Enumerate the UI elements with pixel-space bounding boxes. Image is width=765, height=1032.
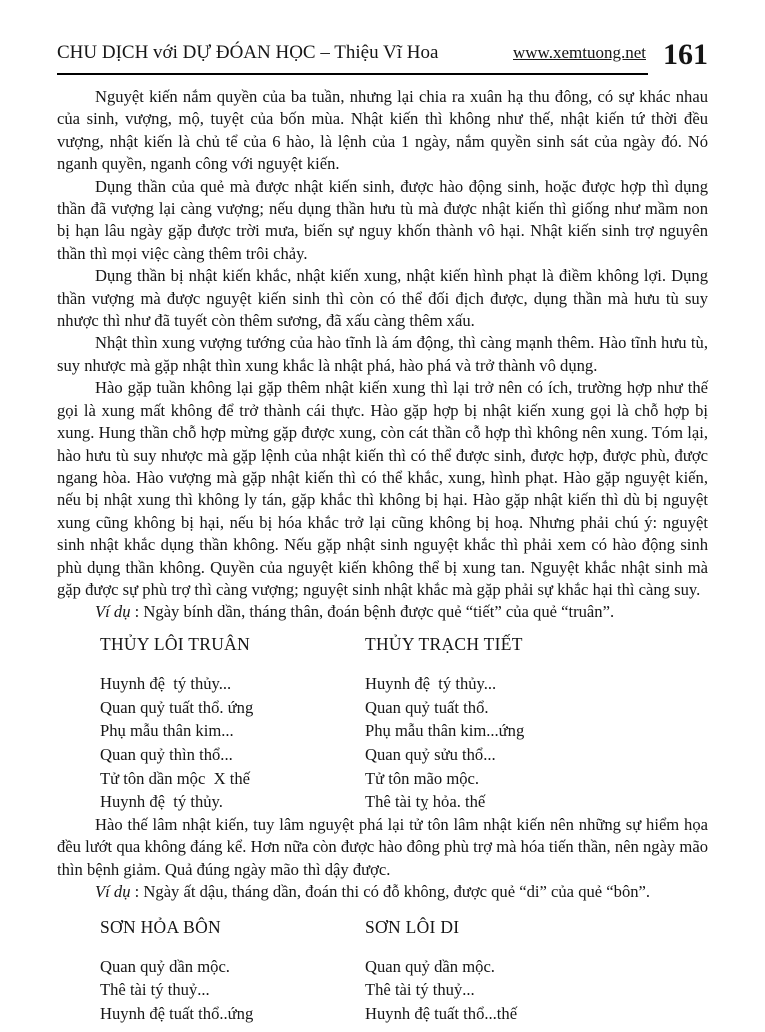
- hexagram-line: Quan quỷ thìn thổ...: [100, 744, 233, 764]
- page-number: 161: [663, 38, 708, 71]
- header-rule: [57, 42, 648, 75]
- hexagram-line: Quan quỷ dần mộc.: [100, 956, 230, 976]
- hexagram-di: [365, 916, 708, 1025]
- hexagram-line: Huynh đệ tý thủy...: [100, 674, 232, 694]
- hexagram-line: Thê tài tỵ hỏa. thế: [365, 792, 486, 812]
- hexagram-truan: [100, 633, 365, 814]
- example-1-text: : Ngày bính dần, tháng thân, đoán bệnh được quẻ “tiết” của quẻ “truân”.: [130, 602, 615, 622]
- hexagram-bon: [100, 916, 365, 1025]
- hexagram-line: Huynh đệ tý thủy.: [100, 792, 223, 812]
- hexagram-line: Tử tôn mão mộc.: [365, 768, 480, 788]
- hexagram-line: Phụ mẫu thân kim...ứng: [365, 721, 525, 741]
- hexagram-line: Quan quỷ tuất thổ. ứng: [100, 697, 254, 717]
- paragraph-2: Dụng thần của quẻ mà được nhật kiến sinh, được hào động sinh, hoặc được hợp thì dụng thần đã vượng lại càng vượng; nếu dụng thần hưu tù mà được nhật kiến thì giống như mầm non bị hạn lâu ngày gặp được trời mưa, biến sự nguy khốn thành vô hại. Nhật kiến sinh trợ nguyên thần thì mọi việc càng thêm trôi chảy.: [57, 176, 708, 263]
- example-1-label: Ví dụ: [95, 602, 131, 622]
- paragraph-6: Hào thế lâm nhật kiến, tuy lâm nguyệt phá lại tử tôn lâm nhật kiến nên những sự hiểm họa đều lướt qua không đáng kể. Hơn nữa còn được hào đông phù trợ mà hóa tiến thần, nên ngày mão thìn bệnh giảm. Quả đúng ngày mão thì dậy được.: [57, 814, 708, 879]
- page-header: [57, 38, 708, 75]
- hexagram-line: Quan quỷ tuất thổ.: [365, 697, 489, 717]
- hexagram-di-lines: [365, 955, 708, 1026]
- hexagram-bon-lines: [100, 955, 365, 1026]
- example-2: [57, 881, 708, 903]
- hexagram-line: Huynh đệ tuất thổ..ứng: [100, 1003, 254, 1023]
- paragraph-3: Dụng thần bị nhật kiến khắc, nhật kiến xung, nhật kiến hình phạt là điềm không lợi. Dụng thần vượng mà được nguyệt kiến sinh thì còn có thể đối địch được, dụng thần mà hưu tù suy nhược thì như đã tuyết còn thêm sương, đã xấu càng thêm xấu.: [57, 266, 708, 331]
- hexagram-line: Quan quỷ dần mộc.: [365, 956, 495, 976]
- hexagram-line: Huynh đệ tý thủy...: [365, 674, 497, 694]
- website-url: www.xemtuong.net: [513, 43, 646, 62]
- hexagram-table-2: [57, 916, 708, 1025]
- hexagram-di-title: SƠN LÔI DI: [365, 917, 460, 938]
- hexagram-line: Tử tôn dần mộc X thế: [100, 768, 251, 788]
- hexagram-tiet: [365, 633, 708, 814]
- hexagram-line: Thê tài tý thuỷ...: [100, 980, 210, 1000]
- hexagram-truan-lines: [100, 672, 365, 814]
- hexagram-table-1: [57, 633, 708, 814]
- paragraph-5: Hào gặp tuần không lại gặp thêm nhật kiến xung thì lại trở nên có ích, trường hợp như thế gọi là xung mất không để trở thành cái thực. Hào gặp hợp bị nhật kiến xung gọi là chỗ hợp bị xung. Hung thần chỗ hợp mừng gặp được xung, còn cát thần cỗ hợp thì không nên xung. Tóm lại, hào hưu tù suy nhược mà gặp lệnh của nhật kiến thì có thể được sinh, được hợp, được phù, được ngang hòa. Hào vượng mà gặp nhật kiến thì có thể khắc, xung, hình phạt. Hào gặp nguyệt kiến, nếu bị nhật xung thì không ly tán, gặp khắc thì không bị hại. Hào gặp nhật kiến thì dù bị nguyệt xung cũng không bị hại, nếu bị hóa khắc trở lại cũng không bị hoạ. Nhưng phải chú ý: nguyệt sinh nhật khắc dụng thần không. Nếu gặp nhật sinh nguyệt khắc thì phải xem có hào động sinh phù dụng thần không. Quyền của nguyệt kiến không thể bị xung tan. Nguyệt khắc nhật sinh mà gặp được sự phù trợ thì càng vượng; nguyệt sinh nhật khắc mà gặp phải sự khắc hại thì càng suy.: [57, 378, 708, 599]
- hexagram-bon-title: SƠN HỎA BÔN: [100, 917, 221, 938]
- page-body: [57, 86, 708, 1026]
- document-page: [0, 38, 765, 1032]
- hexagram-truan-title: THỦY LÔI TRUÂN: [100, 633, 251, 654]
- hexagram-tiet-title: THỦY TRẠCH TIẾT: [365, 633, 523, 654]
- hexagram-tiet-lines: [365, 672, 708, 814]
- hexagram-line: Thê tài tý thuỷ...: [365, 980, 475, 1000]
- example-1: [57, 601, 708, 623]
- example-2-text: : Ngày ất dậu, tháng dần, đoán thi có đỗ không, được quẻ “di” của quẻ “bôn”.: [130, 881, 651, 901]
- hexagram-line: Phụ mẫu thân kim...: [100, 721, 234, 741]
- example-2-label: Ví dụ: [95, 881, 131, 901]
- book-title: CHU DỊCH với DỰ ĐÓAN HỌC – Thiệu Vĩ Hoa: [57, 42, 439, 63]
- hexagram-line: Huynh đệ tuất thổ...thế: [365, 1003, 518, 1023]
- paragraph-4: Nhật thìn xung vượng tướng của hào tĩnh là ám động, thì càng mạnh thêm. Hào tĩnh hưu tù, suy nhược mà gặp nhật thìn xung khắc là nhật phá, hào phá và trở thành vô dụng.: [57, 333, 708, 375]
- hexagram-line: Quan quỷ sửu thổ...: [365, 744, 496, 764]
- paragraph-1: Nguyệt kiến nắm quyền của ba tuần, nhưng lại chia ra xuân hạ thu đông, có sự khác nhau của sinh, vượng, mộ, tuyệt của bốn mùa. Nhật kiến thì không như thế, nhật kiến tứ thời đều vượng, nhật kiến là chủ tể của 6 hào, là lệnh của 1 ngày, nắm quyền sinh sát của ngày đó. Nó nganh quyền, nganh công với nguyệt kiến.: [57, 87, 708, 174]
